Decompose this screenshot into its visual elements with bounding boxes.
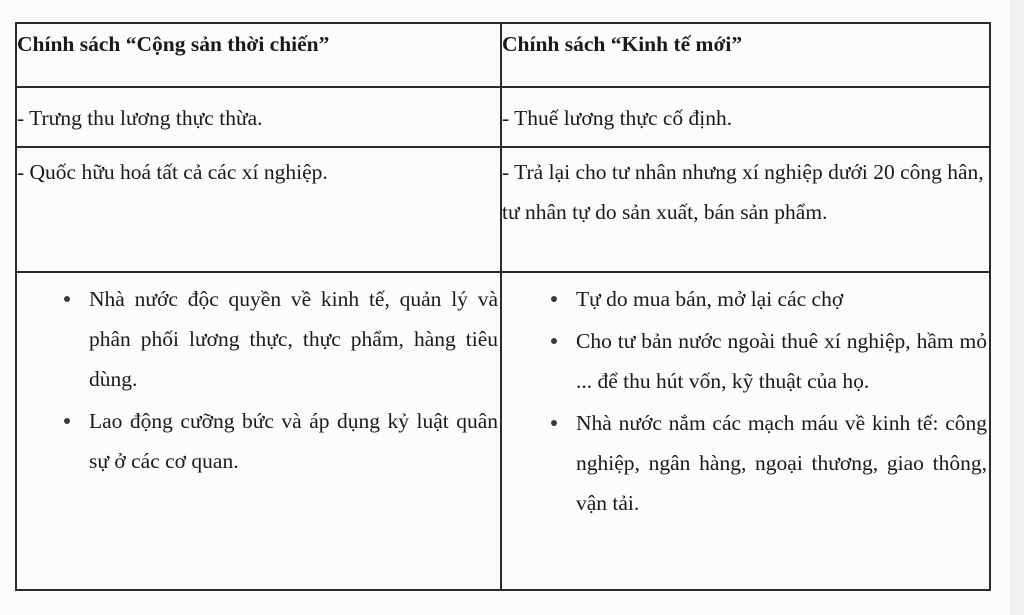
table-row (16, 87, 990, 147)
table-cell (16, 87, 501, 147)
list-item-text: Cho tư bản nước ngoài thuê xí nghiệp, hầm mỏ ... để thu hút vốn, kỹ thuật của họ. (576, 329, 987, 393)
table-header-row (16, 23, 990, 87)
policy-comparison-table (15, 22, 991, 591)
list-item (576, 403, 987, 523)
table-row (16, 272, 990, 590)
cell-text: - Trả lại cho tư nhân nhưng xí nghiệp dưới 20 công hân, tư nhân tự do sản xuất, bán sản phẩm. (502, 160, 984, 224)
page-edge-strip (1010, 0, 1024, 615)
list-item-text: Nhà nước độc quyền về kinh tế, quản lý và phân phối lương thực, thực phẩm, hàng tiêu dùng. (89, 287, 498, 391)
left-bullet-list (17, 279, 500, 481)
list-item (576, 279, 987, 319)
list-item-text: Lao động cưỡng bức và áp dụng kỷ luật quân sự ở các cơ quan. (89, 409, 498, 473)
table-cell (501, 147, 990, 272)
table-cell (16, 147, 501, 272)
bullet-icon (551, 338, 557, 344)
table-cell (16, 272, 501, 590)
bullet-icon (64, 418, 70, 424)
bullet-icon (64, 296, 70, 302)
bullet-icon (551, 420, 557, 426)
cell-text: - Trưng thu lương thực thừa. (17, 106, 263, 130)
list-item-text: Nhà nước nắm các mạch máu về kinh tế: công nghiệp, ngân hàng, ngoại thương, giao thông, vận tải. (576, 411, 987, 515)
list-item (89, 279, 498, 399)
right-bullet-list (502, 279, 989, 523)
list-item (576, 321, 987, 401)
list-item (89, 401, 498, 481)
list-item-text: Tự do mua bán, mở lại các chợ (576, 287, 844, 311)
header-new-economic-policy: Chính sách “Kinh tế mới” (501, 23, 990, 87)
header-war-communism: Chính sách “Cộng sản thời chiến” (16, 23, 501, 87)
table-cell (501, 87, 990, 147)
table-row (16, 147, 990, 272)
bullet-icon (551, 296, 557, 302)
cell-text: - Quốc hữu hoá tất cả các xí nghiệp. (17, 160, 328, 184)
table-cell (501, 272, 990, 590)
cell-text: - Thuế lương thực cố định. (502, 106, 733, 130)
